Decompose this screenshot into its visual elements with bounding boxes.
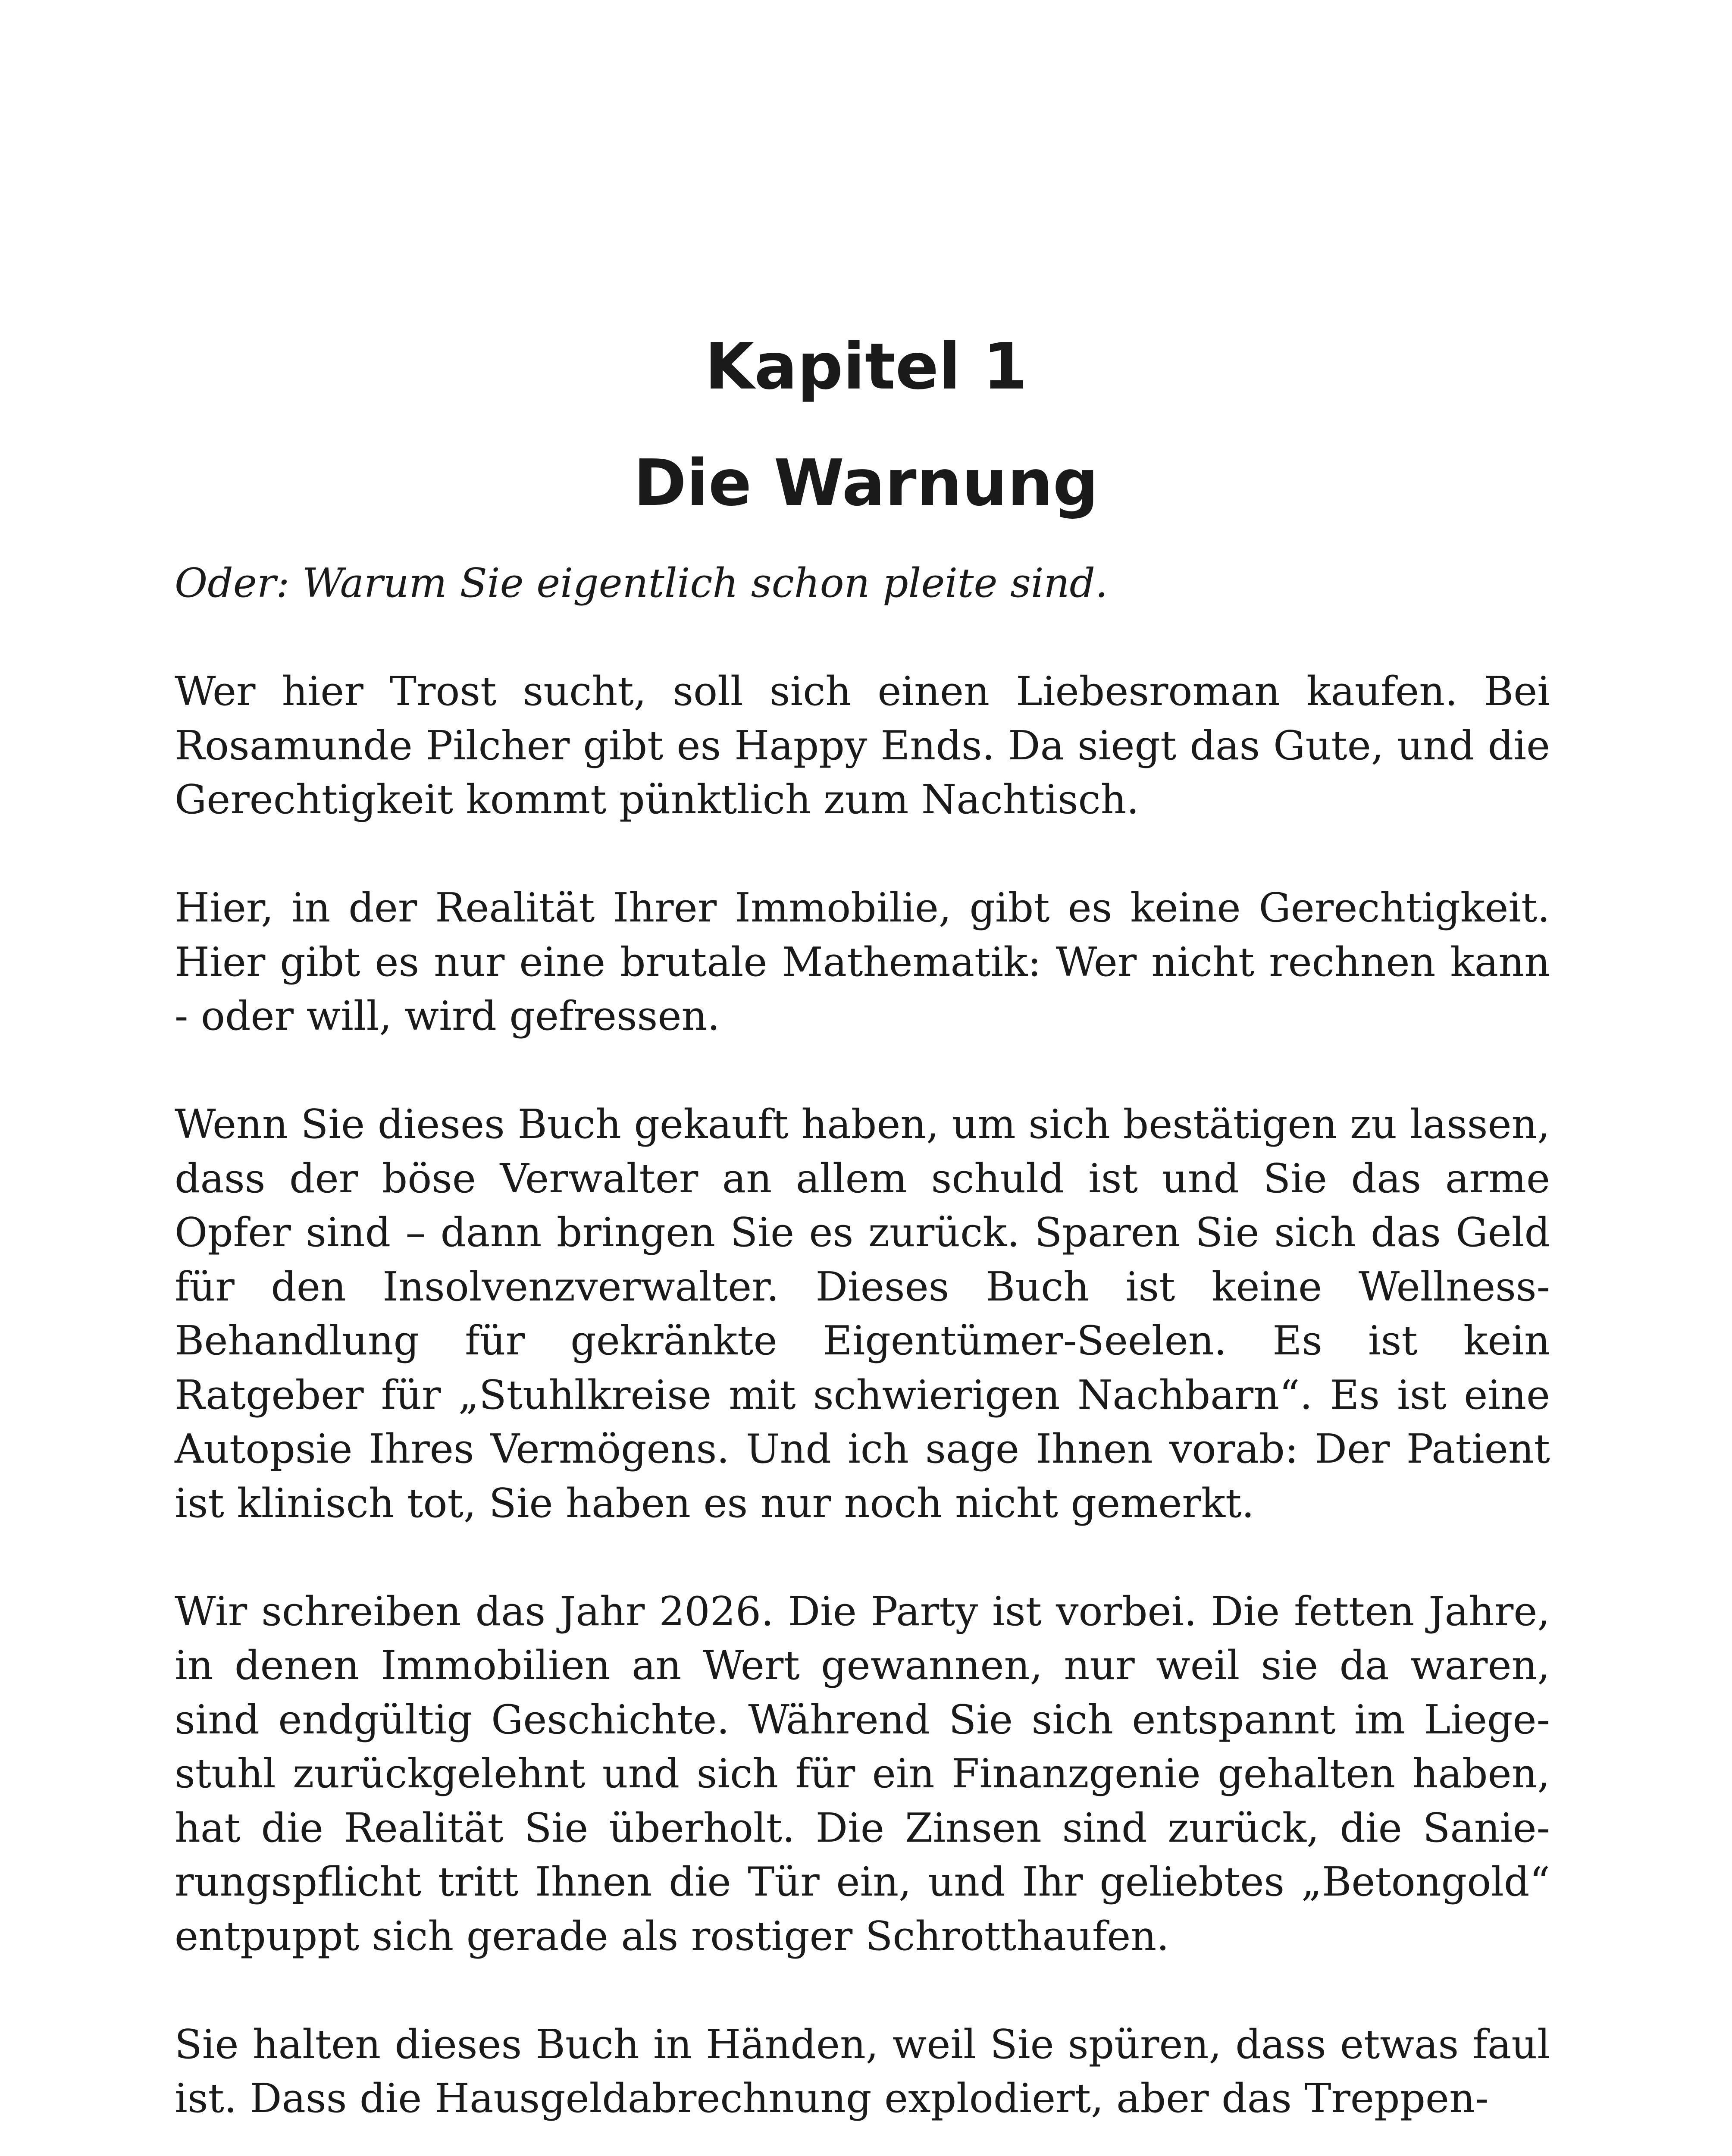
paragraph: Wir schreiben das Jahr 2026. Die Party ist vorbei. Die fetten Jahre, in denen Immobilien an Wert gewannen, nur weil sie da waren, sind endgültig Geschichte. Während Sie sich entspannt im Liegestuhl zurückgelehnt und sich für ein Finanzgenie gehalten haben, hat die Realität Sie überholt. Die Zinsen sind zurück, die Sanierungspflicht tritt Ihnen die Tür ein, und Ihr geliebtes „Betongold“ entpuppt sich gerade als rostiger Schrotthaufen.: [175, 1588, 1550, 1959]
chapter-title: Die Warnung: [633, 446, 1099, 520]
paragraph: Hier, in der Realität Ihrer Immobilie, gibt es keine Gerechtigkeit. Hier gibt es nur eine brutale Mathematik: Wer nicht rechnen kann - oder will, wird gefressen.: [175, 884, 1550, 1039]
chapter-subtitle: Oder: Warum Sie eigentlich schon pleite sind.: [175, 560, 1108, 606]
paragraph: Wenn Sie dieses Buch gekauft haben, um sich bestätigen zu lassen, dass der böse Verwalter an allem schuld ist und Sie das arme Opfer sind – dann bringen Sie es zurück. Sparen Sie sich das Geld für den Insolvenzverwalter. Dieses Buch ist keine Wellness-Behandlung für gekränkte Eigentümer-Seelen. Es ist kein Ratgeber für „Stuhlkreise mit schwierigen Nachbarn“. Es ist eine Autopsie Ihres Vermögens. Und ich sage Ihnen vorab: Der Patient ist klinisch tot, Sie haben es nur noch nicht gemerkt.: [175, 1101, 1550, 1526]
chapter-number: Kapitel 1: [705, 329, 1027, 404]
paragraph: Wer hier Trost sucht, soll sich einen Liebesroman kaufen. Bei Rosamunde Pilcher gibt es Happy Ends. Da siegt das Gute, und die Gerechtigkeit kommt pünktlich zum Nachtisch.: [175, 668, 1550, 823]
body-text: [175, 556, 1550, 2126]
paragraph: Sie halten dieses Buch in Händen, weil Sie spüren, dass etwas faul ist. Dass die Hausgeldabrechnung explodiert, aber das Treppen-: [175, 2021, 1550, 2122]
